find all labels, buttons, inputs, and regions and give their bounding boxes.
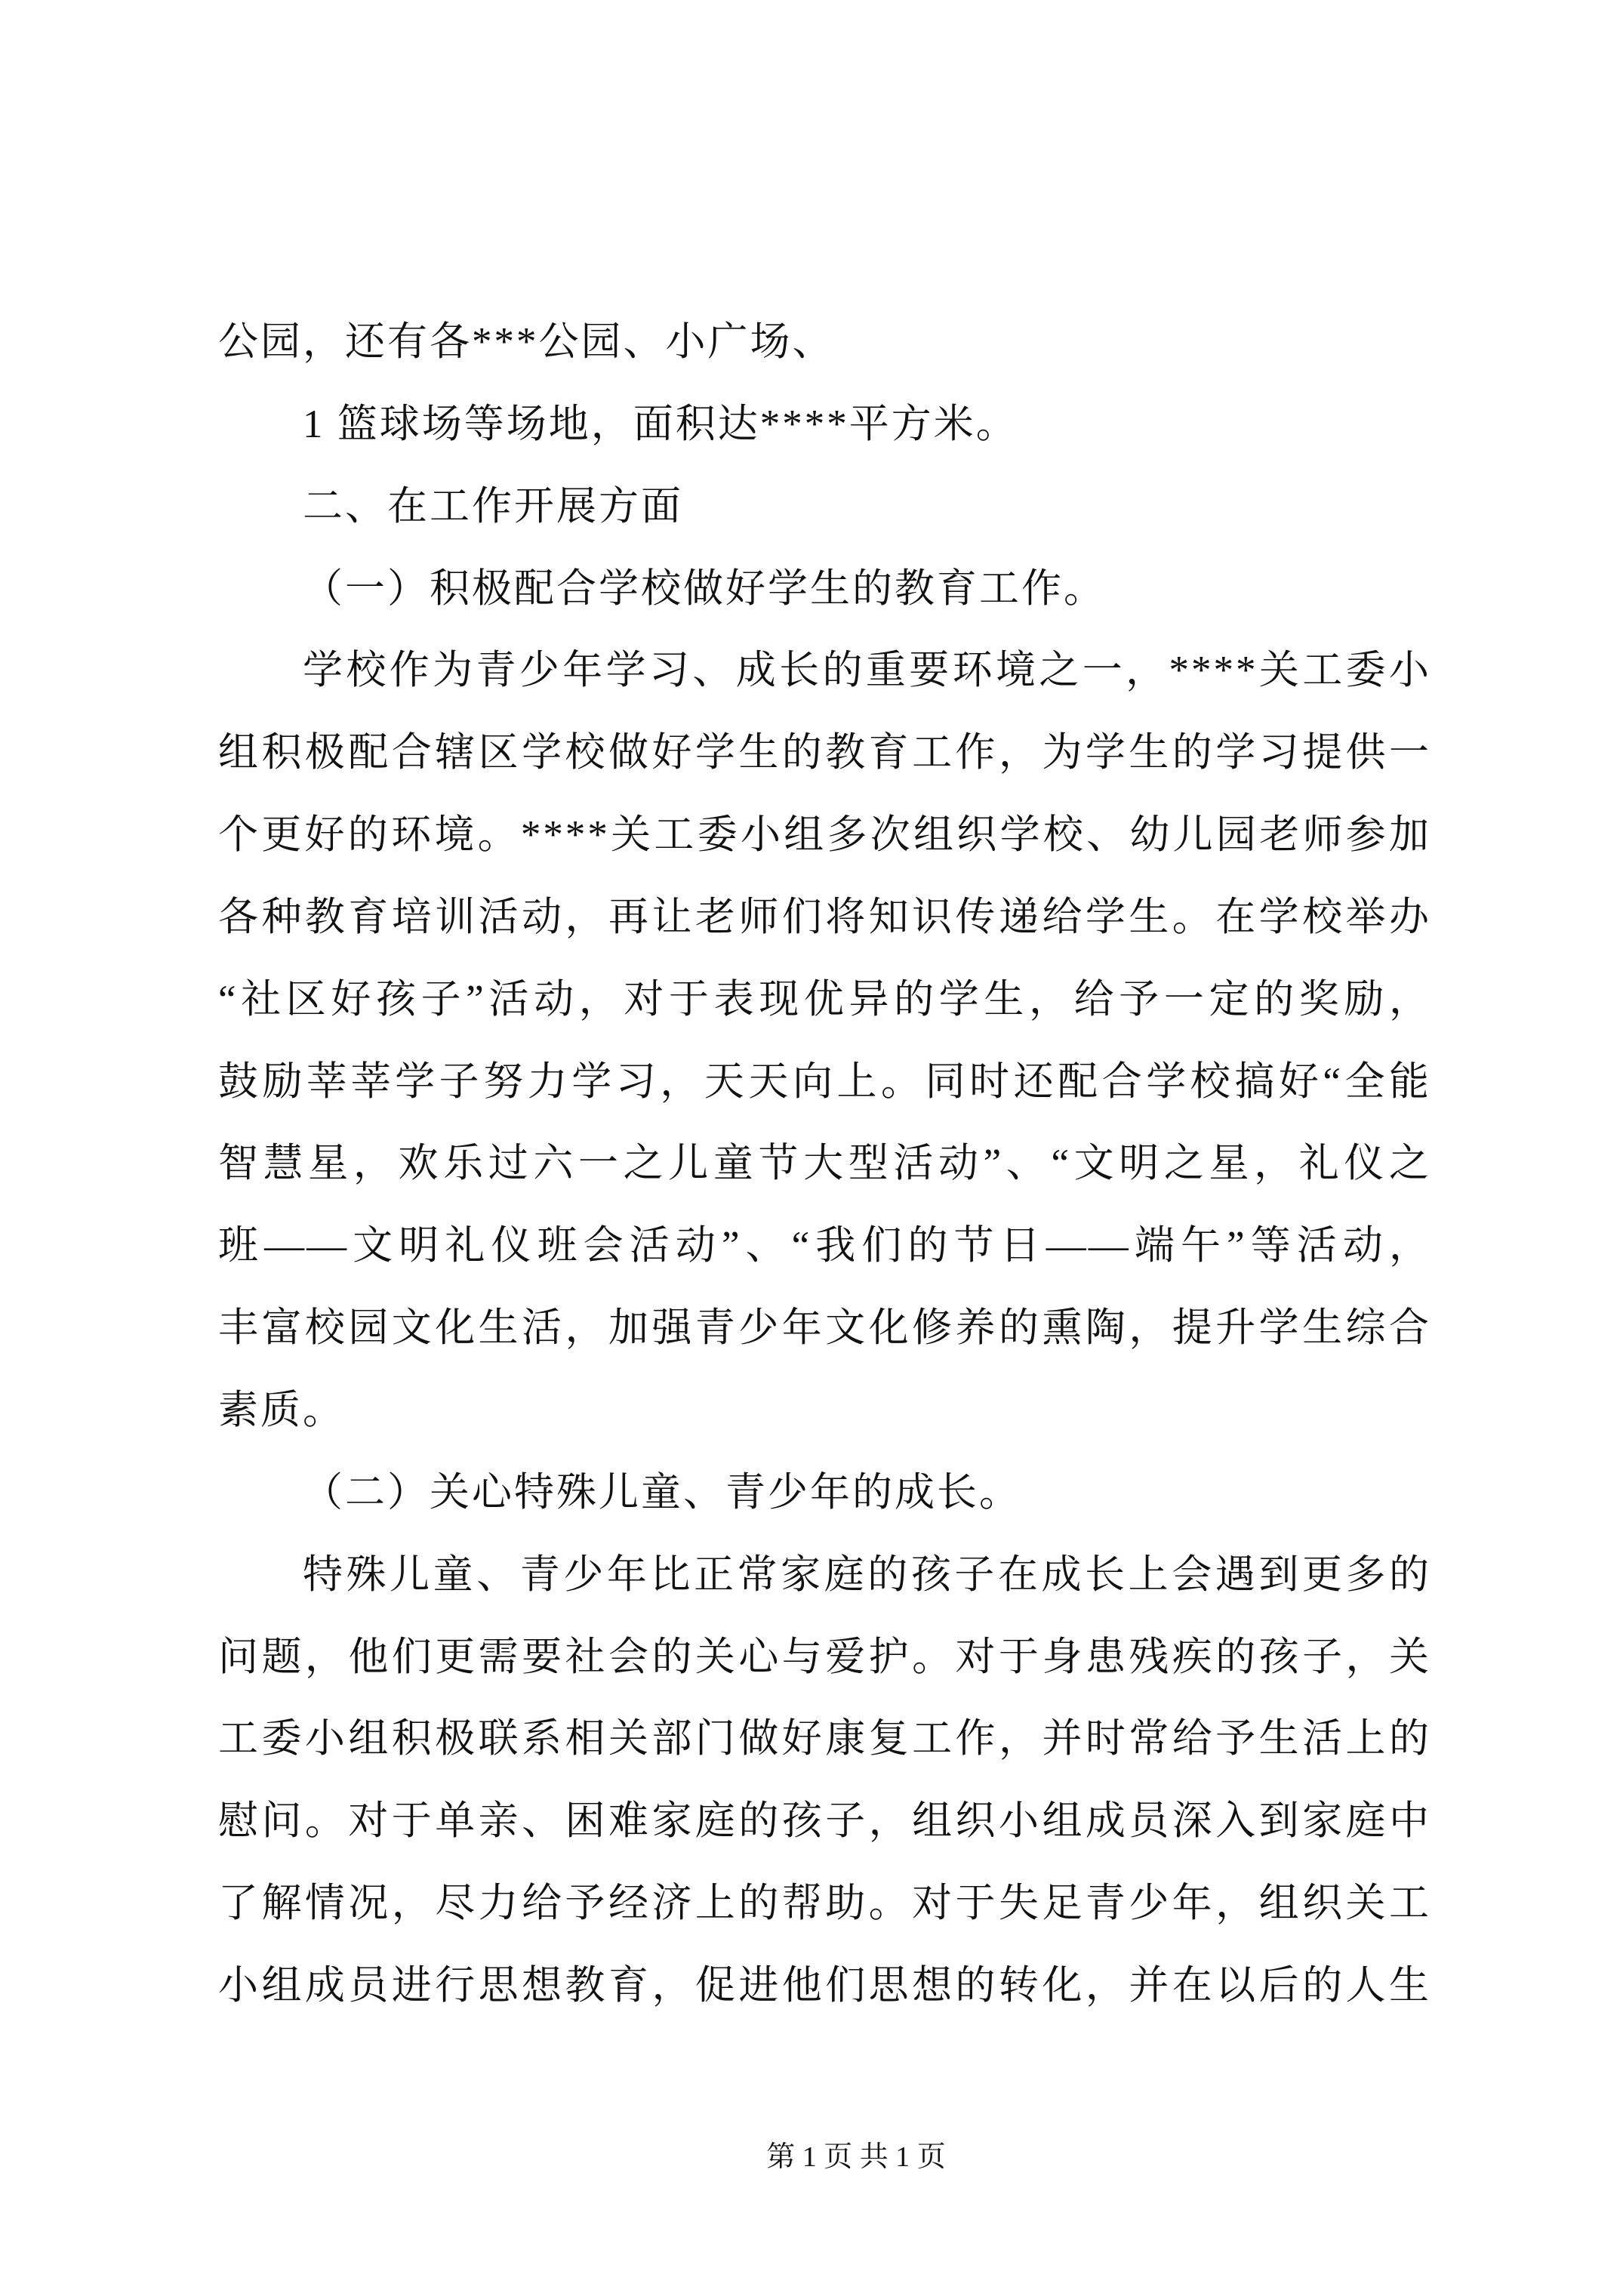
paragraph-line: 小组成员进行思想教育，促进他们思想的转化，并在以后的人生 <box>218 1963 1431 2008</box>
venue-paragraph-line: 1 篮球场等场地，面积达****平方米。 <box>303 402 1018 446</box>
page-number-label: 第 1 页 共 1 页 <box>766 2141 946 2173</box>
paragraph-line: 特殊儿童、青少年比正常家庭的孩子在成长上会遇到更多的 <box>303 1552 1431 1597</box>
paragraph-line: 学校作为青少年学习、成长的重要环境之一，****关工委小 <box>303 649 1431 693</box>
paragraph-line: 各种教育培训活动，再让老师们将知识传递给学生。在学校举办 <box>218 895 1431 939</box>
paragraph-line: 素质。 <box>218 1388 345 1432</box>
document-body <box>218 301 1431 2027</box>
section-heading: 二、在工作开展方面 <box>303 484 683 529</box>
paragraph-line: 慰问。对于单亲、困难家庭的孩子，组织小组成员深入到家庭中 <box>218 1799 1431 1844</box>
paragraph-line: 组积极配合辖区学校做好学生的教育工作，为学生的学习提供一 <box>218 731 1431 775</box>
paragraph-line: 智慧星，欢乐过六一之儿童节大型活动”、“文明之星，礼仪之 <box>218 1142 1431 1186</box>
paragraph-line: 工委小组积极联系相关部门做好康复工作，并时常给予生活上的 <box>218 1717 1431 1761</box>
paragraph-line: 丰富校园文化生活，加强青少年文化修养的熏陶，提升学生综合 <box>218 1306 1431 1351</box>
paragraph-line: “社区好孩子”活动，对于表现优异的学生，给予一定的奖励， <box>218 977 1431 1022</box>
paragraph-special-children <box>218 1534 1431 2027</box>
subsection-heading-special-children: （二）关心特殊儿童、青少年的成长。 <box>303 1470 1021 1515</box>
paragraph-line: 了解情况，尽力给予经济上的帮助。对于失足青少年，组织关工 <box>218 1881 1431 1926</box>
paragraph-line: 鼓励莘莘学子努力学习，天天向上。同时还配合学校搞好“全能 <box>218 1059 1431 1104</box>
subsection-heading-school-education: （一）积极配合学校做好学生的教育工作。 <box>303 566 1106 611</box>
paragraph-school-education <box>218 630 1431 1451</box>
page-footer <box>766 2138 946 2176</box>
continued-paragraph-line: 公园，还有各***公园、小广场、 <box>218 320 835 364</box>
paragraph-line: 班——文明礼仪班会活动”、“我们的节日——端午”等活动， <box>218 1224 1431 1268</box>
paragraph-line: 个更好的环境。****关工委小组多次组织学校、幼儿园老师参加 <box>218 813 1431 858</box>
paragraph-line: 问题，他们更需要社会的关心与爱护。对于身患残疾的孩子，关 <box>218 1635 1431 1679</box>
